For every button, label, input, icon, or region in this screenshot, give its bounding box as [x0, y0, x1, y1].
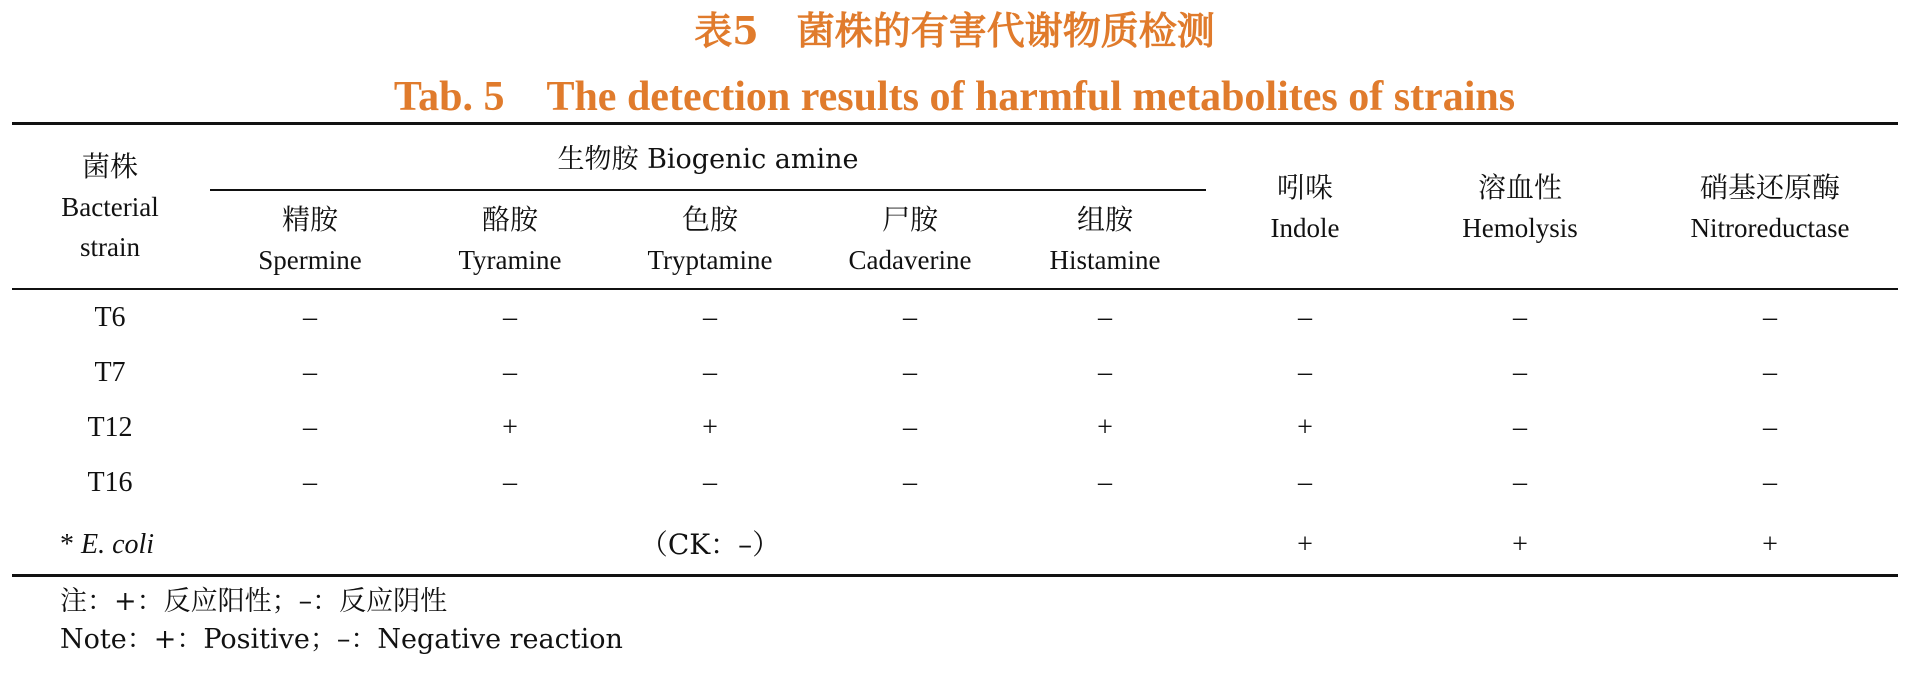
cell: – [703, 302, 717, 333]
header-biogenic-amine-group: 生物胺 Biogenic amine [557, 144, 859, 175]
header-col-histamine [1005, 200, 1205, 280]
table-title-cn: 表5 菌株的有害代谢物质检测 [694, 8, 1215, 53]
cell: – [903, 412, 917, 443]
header-cadaverine-en: Cadaverine [848, 245, 972, 275]
header-indole-en: Indole [1270, 213, 1340, 243]
cell: – [1298, 357, 1312, 388]
cell: – [1098, 302, 1112, 333]
cell: – [503, 357, 517, 388]
table-title-en: Tab. 5 The detection results of harmful metabolites of strains [393, 74, 1516, 120]
bottom-rule [12, 574, 1898, 577]
header-strain-en-2: strain [80, 232, 140, 262]
cell: + [1297, 412, 1313, 443]
header-col-cadaverine [810, 200, 1010, 280]
header-tryptamine-cn: 色胺 [681, 203, 738, 236]
cell: – [1513, 467, 1527, 498]
cell: – [1098, 357, 1112, 388]
ecoli-biogenic-ck: （CK：–） [639, 528, 781, 561]
cell: – [503, 302, 517, 333]
header-histamine-cn: 组胺 [1076, 203, 1133, 236]
cell: – [1513, 357, 1527, 388]
header-spermine-en: Spermine [258, 245, 362, 275]
ecoli-hemolysis: + [1512, 529, 1528, 560]
header-col-nitroreductase [1640, 168, 1900, 248]
cell: + [1097, 412, 1113, 443]
header-hemolysis-cn: 溶血性 [1477, 171, 1562, 204]
header-col-spermine [210, 200, 410, 280]
header-col-tryptamine [610, 200, 810, 280]
header-indole-cn: 吲哚 [1276, 171, 1333, 204]
cell: – [1763, 412, 1777, 443]
cell: + [702, 412, 718, 443]
row-strain: T7 [94, 357, 126, 388]
header-strain-cn: 菌株 [81, 150, 138, 183]
header-col-hemolysis [1420, 168, 1620, 248]
row-strain-ecoli [40, 525, 220, 565]
header-nitroreductase-en: Nitroreductase [1690, 213, 1850, 243]
note-cn: 注：+：反应阳性；–：反应阴性 [60, 586, 448, 617]
ecoli-indole: + [1297, 529, 1313, 560]
cell: + [502, 412, 518, 443]
ecoli-star: * [60, 529, 74, 560]
cell: – [1513, 412, 1527, 443]
header-strain-en-1: Bacterial [61, 192, 159, 222]
cell: – [903, 302, 917, 333]
biogenic-subrule [210, 189, 1206, 191]
ecoli-name: E. coli [81, 529, 155, 560]
header-nitroreductase-cn: 硝基还原酶 [1699, 171, 1840, 204]
cell: – [303, 467, 317, 498]
cell: – [1763, 302, 1777, 333]
header-tyramine-cn: 酪胺 [481, 203, 538, 236]
cell: – [1298, 302, 1312, 333]
cell: – [1763, 357, 1777, 388]
cell: – [903, 357, 917, 388]
cell: – [903, 467, 917, 498]
top-rule [12, 122, 1898, 125]
note-en: Note：+：Positive；–：Negative reaction [60, 624, 623, 655]
header-tryptamine-en: Tryptamine [647, 245, 773, 275]
header-spermine-cn: 精胺 [281, 203, 338, 236]
ecoli-nitroreductase: + [1762, 529, 1778, 560]
header-histamine-en: Histamine [1049, 245, 1161, 275]
row-strain: T16 [87, 467, 133, 498]
cell: – [1513, 302, 1527, 333]
row-strain: T12 [87, 412, 133, 443]
cell: – [1098, 467, 1112, 498]
cell: – [1298, 467, 1312, 498]
cell: – [303, 357, 317, 388]
header-bottom-rule [12, 288, 1898, 290]
header-cadaverine-cn: 尸胺 [881, 203, 938, 236]
header-col-indole [1205, 168, 1405, 248]
header-hemolysis-en: Hemolysis [1462, 213, 1578, 243]
cell: – [1763, 467, 1777, 498]
cell: – [703, 357, 717, 388]
row-strain: T6 [94, 302, 126, 333]
header-tyramine-en: Tyramine [458, 245, 562, 275]
header-col-tyramine [410, 200, 610, 280]
header-strain [30, 147, 190, 267]
cell: – [303, 302, 317, 333]
cell: – [503, 467, 517, 498]
cell: – [703, 467, 717, 498]
cell: – [303, 412, 317, 443]
